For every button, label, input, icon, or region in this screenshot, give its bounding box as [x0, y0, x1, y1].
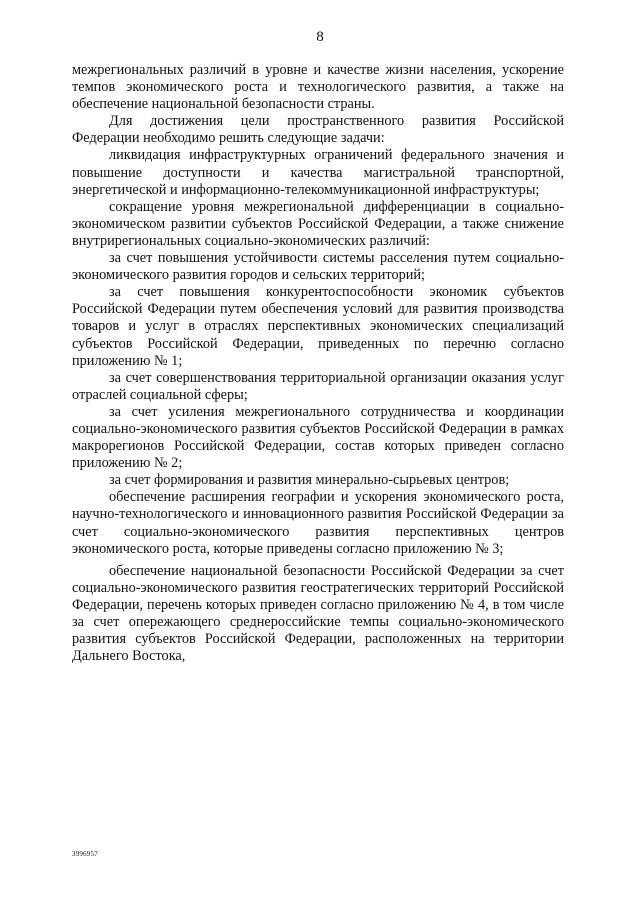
paragraph-infrastructure: ликвидация инфраструктурных ограничений федерального значения и повышение доступности и качества магистральной транспортной, энергетической и информационно-телекоммуникационной инфраструктуры; — [72, 147, 564, 198]
page-number: 8 — [316, 29, 324, 45]
paragraph-economic-growth: обеспечение расширения географии и ускорения экономического роста, научно-технологического и инновационного развития Российской Федерации за счет социально-экономического развития перспективных центров экономического роста, которые приведены согласно приложению № 3; — [72, 489, 564, 557]
paragraph-tasks-intro: Для достижения цели пространственного развития Российской Федерации необходимо решить следующие задачи: — [72, 113, 564, 147]
paragraph-differentiation: сокращение уровня межрегиональной дифференциации в социально-экономическом развитии субъектов Российской Федерации, а также снижение внутрирегиональных социально-экономических различий: — [72, 198, 564, 249]
paragraph-competitiveness: за счет повышения конкурентоспособности экономик субъектов Российской Федерации путем обеспечения условий для развития производства товаров и услуг в отраслях перспективных экономических специализаций субъектов Российской Федерации, приведенных по перечню согласно приложению № 1; — [72, 284, 564, 369]
paragraph-settlement: за счет повышения устойчивости системы расселения путем социально-экономического развития городов и сельских территорий; — [72, 250, 564, 284]
paragraph-continuation: межрегиональных различий в уровне и качестве жизни населения, ускорение темпов экономического роста и технологического развития, а также на обеспечение национальной безопасности страны. — [72, 62, 564, 113]
document-code: 3996957 — [72, 850, 98, 858]
paragraph-social-services: за счет совершенствования территориальной организации оказания услуг отраслей социальной сферы; — [72, 369, 564, 403]
paragraph-macroregions: за счет усиления межрегионального сотрудничества и координации социально-экономического развития субъектов Российской Федерации в рамках макрорегионов Российской Федерации, состав которых приведен согласно приложению № 2; — [72, 403, 564, 472]
paragraph-national-security: обеспечение национальной безопасности Российской Федерации за счет социально-экономического развития геостратегических территорий Российской Федерации, перечень которых приведен согласно приложению № 4, в том числе за счет опережающего среднероссийские темпы социально-экономического развития субъектов Российской Федерации, расположенных на территории Дальнего Востока, — [72, 562, 564, 665]
paragraph-mineral-centers: за счет формирования и развития минерально-сырьевых центров; — [109, 472, 510, 489]
document-body — [72, 62, 564, 665]
